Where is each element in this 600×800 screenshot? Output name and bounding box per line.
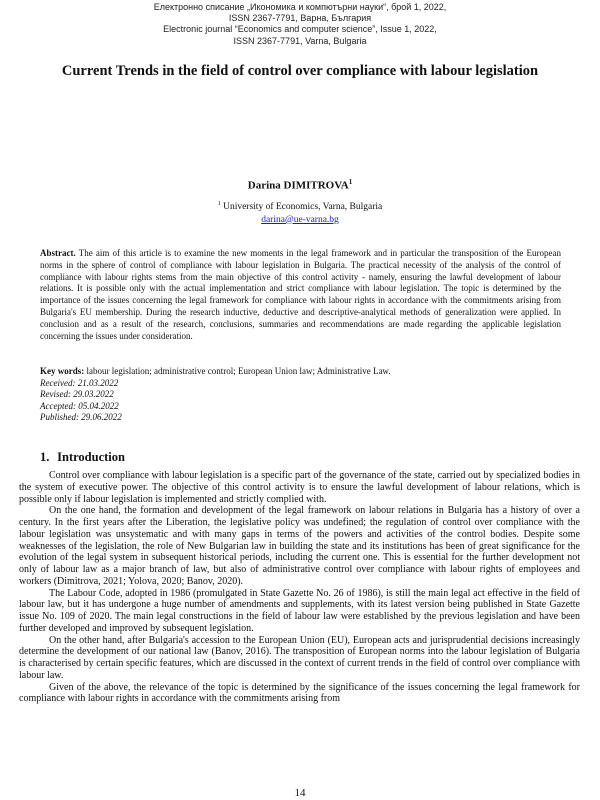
paragraph: On the one hand, the formation and development of the legal framework on labour relations in Bulgaria has a history of over a century. In the first years after the Liberation, the legislative policy was undefined; the regulation of control over compliance with the labour legislation was unsystematic and with many gaps in terms of the powers and activities of the control bodies. Despite some weaknesses of the legislation, the role of New Bulgarian law in building the state and its institutions has been of great significance for the evolution of the legal system in subsequent historical periods, including the current one. This is essential for the further development not only of labour law as a major branch of law, but also of administrative control over compliance with labour rights of employees and workers (Dimitrova, 2021; Yolova, 2020; Banov, 2020).	[19, 505, 580, 587]
journal-header-line: ISSN 2367-7791, Варна, България	[228, 13, 372, 24]
author-affil-marker: 1	[348, 178, 353, 186]
section-heading	[40, 450, 125, 465]
paragraph: The Labour Code, adopted in 1986 (promulgated in State Gazette No. 26 of 1986), is still the main legal act effective in the field of labour law, but it has undergone a huge number of amendments and supplements, with its latest version being published in State Gazette issue No. 109 of 2020. The main legal constructions in the field of labour law were established by the previous legislation and have been further developed and improved by subsequent legislation.	[19, 587, 580, 634]
received-date: Received: 21.03.2022	[40, 377, 119, 388]
keywords-block	[40, 366, 561, 424]
journal-header	[0, 2, 600, 47]
affiliation-text: University of Economics, Varna, Bulgaria	[220, 202, 383, 213]
keywords-label: Key words:	[40, 366, 85, 376]
page-number: 14	[294, 787, 306, 799]
affil-marker: 1	[217, 201, 221, 207]
journal-header-line: ISSN 2367-7791, Varna, Bulgaria	[233, 35, 367, 46]
section-number: 1.	[40, 450, 50, 464]
author-name: Darina DIMITROVA	[247, 179, 349, 192]
body-text	[19, 470, 580, 705]
paragraph: On the other hand, after Bulgaria's accession to the European Union (EU), European acts and jurisprudential decisions increasingly determine the development of our national law (Banov, 2016). The transposition of European norms into the labour legislation of Bulgaria is characterised by certain specific features, which are discussed in the context of current trends in the field of control over compliance with labour law.	[19, 634, 580, 681]
journal-header-line: Electronic journal “Economics and computer science”, Issue 1, 2022,	[163, 24, 437, 35]
keywords-text: labour legislation; administrative control; European Union law; Administrative Law.	[84, 366, 391, 376]
published-date: Published: 29.06.2022	[40, 412, 122, 422]
author-email-link[interactable]: darina@ue-varna.bg	[261, 214, 339, 225]
paragraph: Given of the above, the relevance of the topic is determined by the significance of the issues concerning the legal framework for compliance with labour rights in accordance with the commitments arising from	[19, 681, 580, 705]
abstract-text: The aim of this article is to examine the new moments in the legal framework and in particular the transposition of the European norms in the sphere of control of compliance with labour legislation in Bulgaria. The practical necessity of the analysis of the control of compliance with labour rights stems from the main objective of this control activity - namely, ensuring the lawful development of labour relations. It is possible only with the actual implementation and strict compliance with labour legislation. The topic is determined by the importance of the issues concerning the legal framework for compliance with labour rights in accordance with the commitments arising from Bulgaria's EU membership. During the research inductive, deductive and descriptive-analytical methods of generalization were applied. In conclusion and as a result of the research, conclusions, summaries and recommendations are made regarding the applicable legislation concerning the issues under consideration.	[40, 248, 561, 341]
revised-date: Revised: 29.03.2022	[40, 389, 114, 399]
abstract	[40, 248, 561, 342]
abstract-label: Abstract.	[40, 248, 76, 258]
section-title: Introduction	[57, 450, 125, 464]
paper-title: Current Trends in the field of control over compliance with labour legislation	[61, 63, 539, 79]
accepted-date: Accepted: 05.04.2022	[40, 400, 119, 411]
author	[0, 178, 600, 192]
paragraph: Control over compliance with labour legislation is a specific part of the governance of the state, carried out by specialized bodies in the system of executive power. The objective of this control activity is to ensure the lawful development of labour relations, which is possible only if labour legislation is implemented and strictly complied with.	[19, 470, 580, 505]
affiliation	[0, 198, 600, 226]
journal-header-line: Електронно списание „Икономика и компютърни науки“, брой 1, 2022,	[153, 2, 447, 12]
